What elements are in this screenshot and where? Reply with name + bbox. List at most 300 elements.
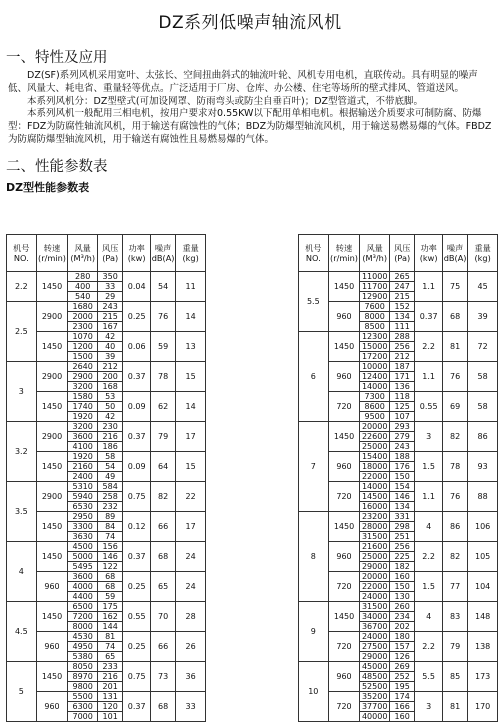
pressure-cell: 118 — [390, 392, 415, 402]
pressure-cell: 186 — [98, 442, 123, 452]
airflow-cell: 3600 — [68, 432, 98, 442]
airflow-cell: 6300 — [68, 702, 98, 712]
airflow-cell: 1200 — [68, 342, 98, 352]
noise-cell: 68 — [150, 542, 175, 572]
airflow-cell: 22000 — [360, 472, 390, 482]
pressure-cell: 81 — [98, 632, 123, 642]
pressure-cell: 160 — [390, 712, 415, 722]
speed-cell: 720 — [328, 632, 360, 662]
pressure-cell: 154 — [390, 482, 415, 492]
pressure-cell: 40 — [98, 342, 123, 352]
airflow-cell: 31500 — [360, 532, 390, 542]
machine-no-cell: 5 — [7, 662, 37, 722]
airflow-cell: 2400 — [68, 472, 98, 482]
airflow-cell: 8000 — [68, 622, 98, 632]
noise-cell: 86 — [442, 512, 467, 542]
table-row — [7, 692, 206, 702]
power-cell: 1.1 — [415, 272, 443, 302]
airflow-cell: 7300 — [360, 392, 390, 402]
airflow-cell: 1920 — [68, 452, 98, 462]
power-cell: 0.75 — [123, 662, 151, 692]
airflow-cell: 25000 — [360, 442, 390, 452]
performance-table-left — [6, 234, 206, 722]
weight-cell: 14 — [176, 392, 206, 422]
pressure-cell: 53 — [98, 392, 123, 402]
machine-no-cell: 9 — [299, 602, 329, 662]
pressure-cell: 265 — [390, 272, 415, 282]
airflow-cell: 12900 — [360, 292, 390, 302]
machine-no-cell: 4.5 — [7, 602, 37, 662]
table-row — [299, 662, 498, 672]
power-cell: 0.37 — [123, 362, 151, 392]
noise-cell: 81 — [442, 332, 467, 362]
pressure-cell: 187 — [390, 362, 415, 372]
pressure-cell: 234 — [390, 612, 415, 622]
pressure-cell: 584 — [98, 482, 123, 492]
table-title: DZ型性能参数表 — [6, 180, 90, 194]
weight-cell: 45 — [468, 272, 498, 302]
noise-cell: 73 — [150, 662, 175, 692]
pressure-cell: 202 — [390, 622, 415, 632]
header-cell: 功率 (kw) — [123, 235, 151, 272]
airflow-cell: 5380 — [68, 652, 98, 662]
table-row — [7, 452, 206, 462]
section-heading-params: 二、性能参数表 — [6, 158, 108, 175]
pressure-cell: 232 — [98, 502, 123, 512]
airflow-cell: 6530 — [68, 502, 98, 512]
pressure-cell: 107 — [390, 412, 415, 422]
table-header-row — [7, 235, 206, 272]
airflow-cell: 24000 — [360, 632, 390, 642]
airflow-cell: 36700 — [360, 622, 390, 632]
airflow-cell: 28000 — [360, 522, 390, 532]
pressure-cell: 111 — [390, 322, 415, 332]
airflow-cell: 4950 — [68, 642, 98, 652]
noise-cell: 77 — [442, 572, 467, 602]
airflow-cell: 5000 — [68, 552, 98, 562]
pressure-cell: 84 — [98, 522, 123, 532]
airflow-cell: 7000 — [68, 712, 98, 722]
pressure-cell: 216 — [98, 672, 123, 682]
speed-cell: 1450 — [36, 452, 68, 482]
pressure-cell: 212 — [98, 362, 123, 372]
table-row — [7, 602, 206, 612]
pressure-cell: 168 — [98, 382, 123, 392]
noise-cell: 65 — [150, 572, 175, 602]
noise-cell: 64 — [150, 452, 175, 482]
pressure-cell: 256 — [390, 542, 415, 552]
pressure-cell: 176 — [390, 462, 415, 472]
airflow-cell: 4400 — [68, 592, 98, 602]
power-cell: 1.1 — [415, 362, 443, 392]
airflow-cell: 16000 — [360, 502, 390, 512]
airflow-cell: 4000 — [68, 582, 98, 592]
speed-cell: 1450 — [36, 392, 68, 422]
pressure-cell: 288 — [390, 332, 415, 342]
noise-cell: 79 — [442, 632, 467, 662]
noise-cell: 76 — [442, 482, 467, 512]
paragraph-motors: 本系列风机一般配用三相电机，按用户要求对0.55KW以下配用单相电机。根据输送介质要求可制防腐、防爆型：FDZ为防腐性轴流风机，用于输送有腐蚀性的气体；BDZ为防爆型轴流风机，用于输送易燃易爆的气体。FBDZ为防腐防爆型轴流风机，用于输送有腐蚀性且易燃易爆的气体。 — [8, 108, 492, 145]
pressure-cell: 225 — [390, 552, 415, 562]
pressure-cell: 74 — [98, 532, 123, 542]
airflow-cell: 12300 — [360, 332, 390, 342]
weight-cell: 17 — [176, 512, 206, 542]
airflow-cell: 4100 — [68, 442, 98, 452]
airflow-cell: 5310 — [68, 482, 98, 492]
pressure-cell: 247 — [390, 282, 415, 292]
header-cell: 转速 (r/min) — [36, 235, 68, 272]
machine-no-cell: 8 — [299, 512, 329, 602]
noise-cell: 54 — [150, 272, 175, 302]
machine-no-cell: 2.5 — [7, 302, 37, 362]
airflow-cell: 31500 — [360, 602, 390, 612]
pressure-cell: 180 — [390, 632, 415, 642]
page-title: DZ系列低噪声轴流风机 — [158, 13, 342, 33]
airflow-cell: 2950 — [68, 512, 98, 522]
table-row — [299, 692, 498, 702]
airflow-cell: 25000 — [360, 552, 390, 562]
header-cell: 风压 (Pa) — [390, 235, 415, 272]
pressure-cell: 157 — [390, 642, 415, 652]
pressure-cell: 131 — [98, 692, 123, 702]
pressure-cell: 65 — [98, 652, 123, 662]
pressure-cell: 42 — [98, 412, 123, 422]
pressure-cell: 156 — [98, 542, 123, 552]
pressure-cell: 126 — [390, 652, 415, 662]
pressure-cell: 134 — [390, 312, 415, 322]
table-row — [299, 512, 498, 522]
weight-cell: 26 — [176, 632, 206, 662]
speed-cell: 1450 — [36, 602, 68, 632]
noise-cell: 75 — [442, 272, 467, 302]
airflow-cell: 11000 — [360, 272, 390, 282]
airflow-cell: 3630 — [68, 532, 98, 542]
pressure-cell: 182 — [390, 562, 415, 572]
airflow-cell: 8500 — [360, 322, 390, 332]
airflow-cell: 22600 — [360, 432, 390, 442]
speed-cell: 2900 — [36, 482, 68, 512]
speed-cell: 960 — [328, 452, 360, 482]
noise-cell: 66 — [150, 512, 175, 542]
pressure-cell: 233 — [98, 662, 123, 672]
table-row — [299, 602, 498, 612]
power-cell: 0.25 — [123, 302, 151, 332]
pressure-cell: 89 — [98, 512, 123, 522]
pressure-cell: 293 — [390, 422, 415, 432]
pressure-cell: 195 — [390, 682, 415, 692]
airflow-cell: 1920 — [68, 412, 98, 422]
airflow-cell: 7600 — [360, 302, 390, 312]
power-cell: 2.2 — [415, 632, 443, 662]
airflow-cell: 1070 — [68, 332, 98, 342]
airflow-cell: 34000 — [360, 612, 390, 622]
speed-cell: 1450 — [328, 422, 360, 452]
machine-no-cell: 4 — [7, 542, 37, 602]
table-row — [7, 422, 206, 432]
airflow-cell: 45000 — [360, 662, 390, 672]
speed-cell: 720 — [328, 392, 360, 422]
airflow-cell: 14000 — [360, 482, 390, 492]
airflow-cell: 7200 — [68, 612, 98, 622]
pressure-cell: 279 — [390, 432, 415, 442]
airflow-cell: 20000 — [360, 572, 390, 582]
table-row — [299, 302, 498, 312]
pressure-cell: 122 — [98, 562, 123, 572]
weight-cell: 22 — [176, 482, 206, 512]
table-row — [7, 392, 206, 402]
pressure-cell: 49 — [98, 472, 123, 482]
pressure-cell: 29 — [98, 292, 123, 302]
speed-cell: 960 — [328, 302, 360, 332]
power-cell: 2.2 — [415, 332, 443, 362]
pressure-cell: 136 — [390, 382, 415, 392]
speed-cell: 960 — [328, 362, 360, 392]
weight-cell: 173 — [468, 662, 498, 692]
speed-cell: 2900 — [36, 422, 68, 452]
power-cell: 0.04 — [123, 272, 151, 302]
table-row — [299, 362, 498, 372]
airflow-cell: 8970 — [68, 672, 98, 682]
noise-cell: 62 — [150, 392, 175, 422]
power-cell: 3 — [415, 692, 443, 722]
noise-cell: 69 — [442, 392, 467, 422]
pressure-cell: 200 — [98, 372, 123, 382]
table-row — [299, 452, 498, 462]
pressure-cell: 134 — [390, 502, 415, 512]
paragraph-types: 本系列风机分：DZ型壁式(可加设网罩、防雨弯头或防尘自垂百叶)；DZ型管道式，不带底脚。 — [27, 95, 424, 107]
header-cell: 机号 NO. — [299, 235, 329, 272]
power-cell: 0.06 — [123, 332, 151, 362]
pressure-cell: 50 — [98, 402, 123, 412]
weight-cell: 148 — [468, 602, 498, 632]
weight-cell: 88 — [468, 482, 498, 512]
airflow-cell: 3200 — [68, 382, 98, 392]
airflow-cell: 11700 — [360, 282, 390, 292]
pressure-cell: 215 — [390, 292, 415, 302]
table-row — [7, 482, 206, 492]
airflow-cell: 10000 — [360, 362, 390, 372]
noise-cell: 83 — [442, 602, 467, 632]
noise-cell: 78 — [442, 452, 467, 482]
weight-cell: 58 — [468, 392, 498, 422]
intro-text — [8, 70, 492, 147]
airflow-cell: 1580 — [68, 392, 98, 402]
pressure-cell: 215 — [98, 312, 123, 322]
power-cell: 0.55 — [415, 392, 443, 422]
table-row — [7, 572, 206, 582]
airflow-cell: 2160 — [68, 462, 98, 472]
tables-area — [6, 234, 496, 721]
header-cell: 噪声 dB(A) — [150, 235, 175, 272]
noise-cell: 81 — [442, 692, 467, 722]
power-cell: 2.2 — [415, 542, 443, 572]
power-cell: 0.37 — [123, 422, 151, 452]
speed-cell: 1450 — [36, 272, 68, 302]
power-cell: 3 — [415, 422, 443, 452]
weight-cell: 104 — [468, 572, 498, 602]
airflow-cell: 1740 — [68, 402, 98, 412]
weight-cell: 15 — [176, 362, 206, 392]
header-cell: 功率 (kw) — [415, 235, 443, 272]
airflow-cell: 3600 — [68, 572, 98, 582]
airflow-cell: 2000 — [68, 312, 98, 322]
power-cell: 1.1 — [415, 482, 443, 512]
weight-cell: 14 — [176, 302, 206, 332]
airflow-cell: 23200 — [360, 512, 390, 522]
noise-cell: 76 — [442, 362, 467, 392]
noise-cell: 82 — [442, 422, 467, 452]
table-row — [7, 272, 206, 282]
table-row — [7, 512, 206, 522]
speed-cell: 2900 — [36, 302, 68, 332]
airflow-cell: 29000 — [360, 562, 390, 572]
airflow-cell: 24000 — [360, 592, 390, 602]
pressure-cell: 188 — [390, 452, 415, 462]
weight-cell: 106 — [468, 512, 498, 542]
noise-cell: 68 — [442, 302, 467, 332]
pressure-cell: 59 — [98, 592, 123, 602]
power-cell: 0.37 — [415, 302, 443, 332]
weight-cell: 15 — [176, 452, 206, 482]
speed-cell: 1450 — [328, 272, 360, 302]
airflow-cell: 22000 — [360, 582, 390, 592]
table-row — [7, 362, 206, 372]
pressure-cell: 33 — [98, 282, 123, 292]
table-row — [299, 392, 498, 402]
pressure-cell: 68 — [98, 572, 123, 582]
weight-cell: 13 — [176, 332, 206, 362]
header-cell: 机号 NO. — [7, 235, 37, 272]
airflow-cell: 280 — [68, 272, 98, 282]
airflow-cell: 17200 — [360, 352, 390, 362]
machine-no-cell: 7 — [299, 422, 329, 512]
header-cell: 重量 (kg) — [176, 235, 206, 272]
pressure-cell: 260 — [390, 602, 415, 612]
table-row — [299, 542, 498, 552]
airflow-cell: 4530 — [68, 632, 98, 642]
pressure-cell: 252 — [390, 672, 415, 682]
power-cell: 0.37 — [123, 542, 151, 572]
noise-cell: 59 — [150, 332, 175, 362]
pressure-cell: 58 — [98, 452, 123, 462]
table-row — [7, 542, 206, 552]
pressure-cell: 146 — [390, 492, 415, 502]
header-cell: 风量 (M³/h) — [68, 235, 98, 272]
speed-cell: 2900 — [36, 362, 68, 392]
pressure-cell: 146 — [98, 552, 123, 562]
noise-cell: 70 — [150, 602, 175, 632]
weight-cell: 24 — [176, 572, 206, 602]
machine-no-cell: 3 — [7, 362, 37, 422]
airflow-cell: 20000 — [360, 422, 390, 432]
airflow-cell: 400 — [68, 282, 98, 292]
airflow-cell: 5940 — [68, 492, 98, 502]
airflow-cell: 3300 — [68, 522, 98, 532]
table-row — [299, 332, 498, 342]
power-cell: 4 — [415, 512, 443, 542]
pressure-cell: 212 — [390, 352, 415, 362]
power-cell: 0.75 — [123, 482, 151, 512]
pressure-cell: 331 — [390, 512, 415, 522]
pressure-cell: 42 — [98, 332, 123, 342]
speed-cell: 960 — [36, 692, 68, 722]
airflow-cell: 1500 — [68, 352, 98, 362]
pressure-cell: 256 — [390, 342, 415, 352]
speed-cell: 1450 — [36, 332, 68, 362]
power-cell: 0.12 — [123, 512, 151, 542]
noise-cell: 68 — [150, 692, 175, 722]
airflow-cell: 1680 — [68, 302, 98, 312]
weight-cell: 105 — [468, 542, 498, 572]
table-row — [299, 422, 498, 432]
power-cell: 5.5 — [415, 662, 443, 692]
pressure-cell: 243 — [98, 302, 123, 312]
pressure-cell: 54 — [98, 462, 123, 472]
airflow-cell: 15400 — [360, 452, 390, 462]
speed-cell: 1450 — [328, 332, 360, 362]
noise-cell: 82 — [150, 482, 175, 512]
airflow-cell: 540 — [68, 292, 98, 302]
speed-cell: 1450 — [36, 662, 68, 692]
power-cell: 0.09 — [123, 392, 151, 422]
pressure-cell: 175 — [98, 602, 123, 612]
pressure-cell: 167 — [98, 322, 123, 332]
table-row — [7, 302, 206, 312]
speed-cell: 1450 — [328, 512, 360, 542]
airflow-cell: 40000 — [360, 712, 390, 722]
weight-cell: 24 — [176, 542, 206, 572]
machine-no-cell: 6 — [299, 332, 329, 422]
airflow-cell: 9800 — [68, 682, 98, 692]
noise-cell: 78 — [150, 362, 175, 392]
table-header-row — [299, 235, 498, 272]
airflow-cell: 14500 — [360, 492, 390, 502]
weight-cell: 58 — [468, 362, 498, 392]
pressure-cell: 298 — [390, 522, 415, 532]
airflow-cell: 37700 — [360, 702, 390, 712]
airflow-cell: 52500 — [360, 682, 390, 692]
pressure-cell: 120 — [98, 702, 123, 712]
power-cell: 1.5 — [415, 572, 443, 602]
pressure-cell: 230 — [98, 422, 123, 432]
machine-no-cell: 2.2 — [7, 272, 37, 302]
header-cell: 风量 (M³/h) — [360, 235, 390, 272]
table-row — [299, 632, 498, 642]
pressure-cell: 150 — [390, 582, 415, 592]
speed-cell: 720 — [328, 572, 360, 602]
speed-cell: 1450 — [36, 512, 68, 542]
weight-cell: 39 — [468, 302, 498, 332]
airflow-cell: 35200 — [360, 692, 390, 702]
machine-no-cell: 3.5 — [7, 482, 37, 542]
airflow-cell: 2300 — [68, 322, 98, 332]
pressure-cell: 258 — [98, 492, 123, 502]
pressure-cell: 166 — [390, 702, 415, 712]
speed-cell: 720 — [328, 692, 360, 722]
table-row — [7, 332, 206, 342]
airflow-cell: 8000 — [360, 312, 390, 322]
power-cell: 1.5 — [415, 452, 443, 482]
speed-cell: 960 — [36, 632, 68, 662]
table-row — [299, 272, 498, 282]
airflow-cell: 21600 — [360, 542, 390, 552]
power-cell: 0.25 — [123, 632, 151, 662]
pressure-cell: 201 — [98, 682, 123, 692]
pressure-cell: 125 — [390, 402, 415, 412]
speed-cell: 720 — [328, 482, 360, 512]
pressure-cell: 162 — [98, 612, 123, 622]
power-cell: 0.25 — [123, 572, 151, 602]
